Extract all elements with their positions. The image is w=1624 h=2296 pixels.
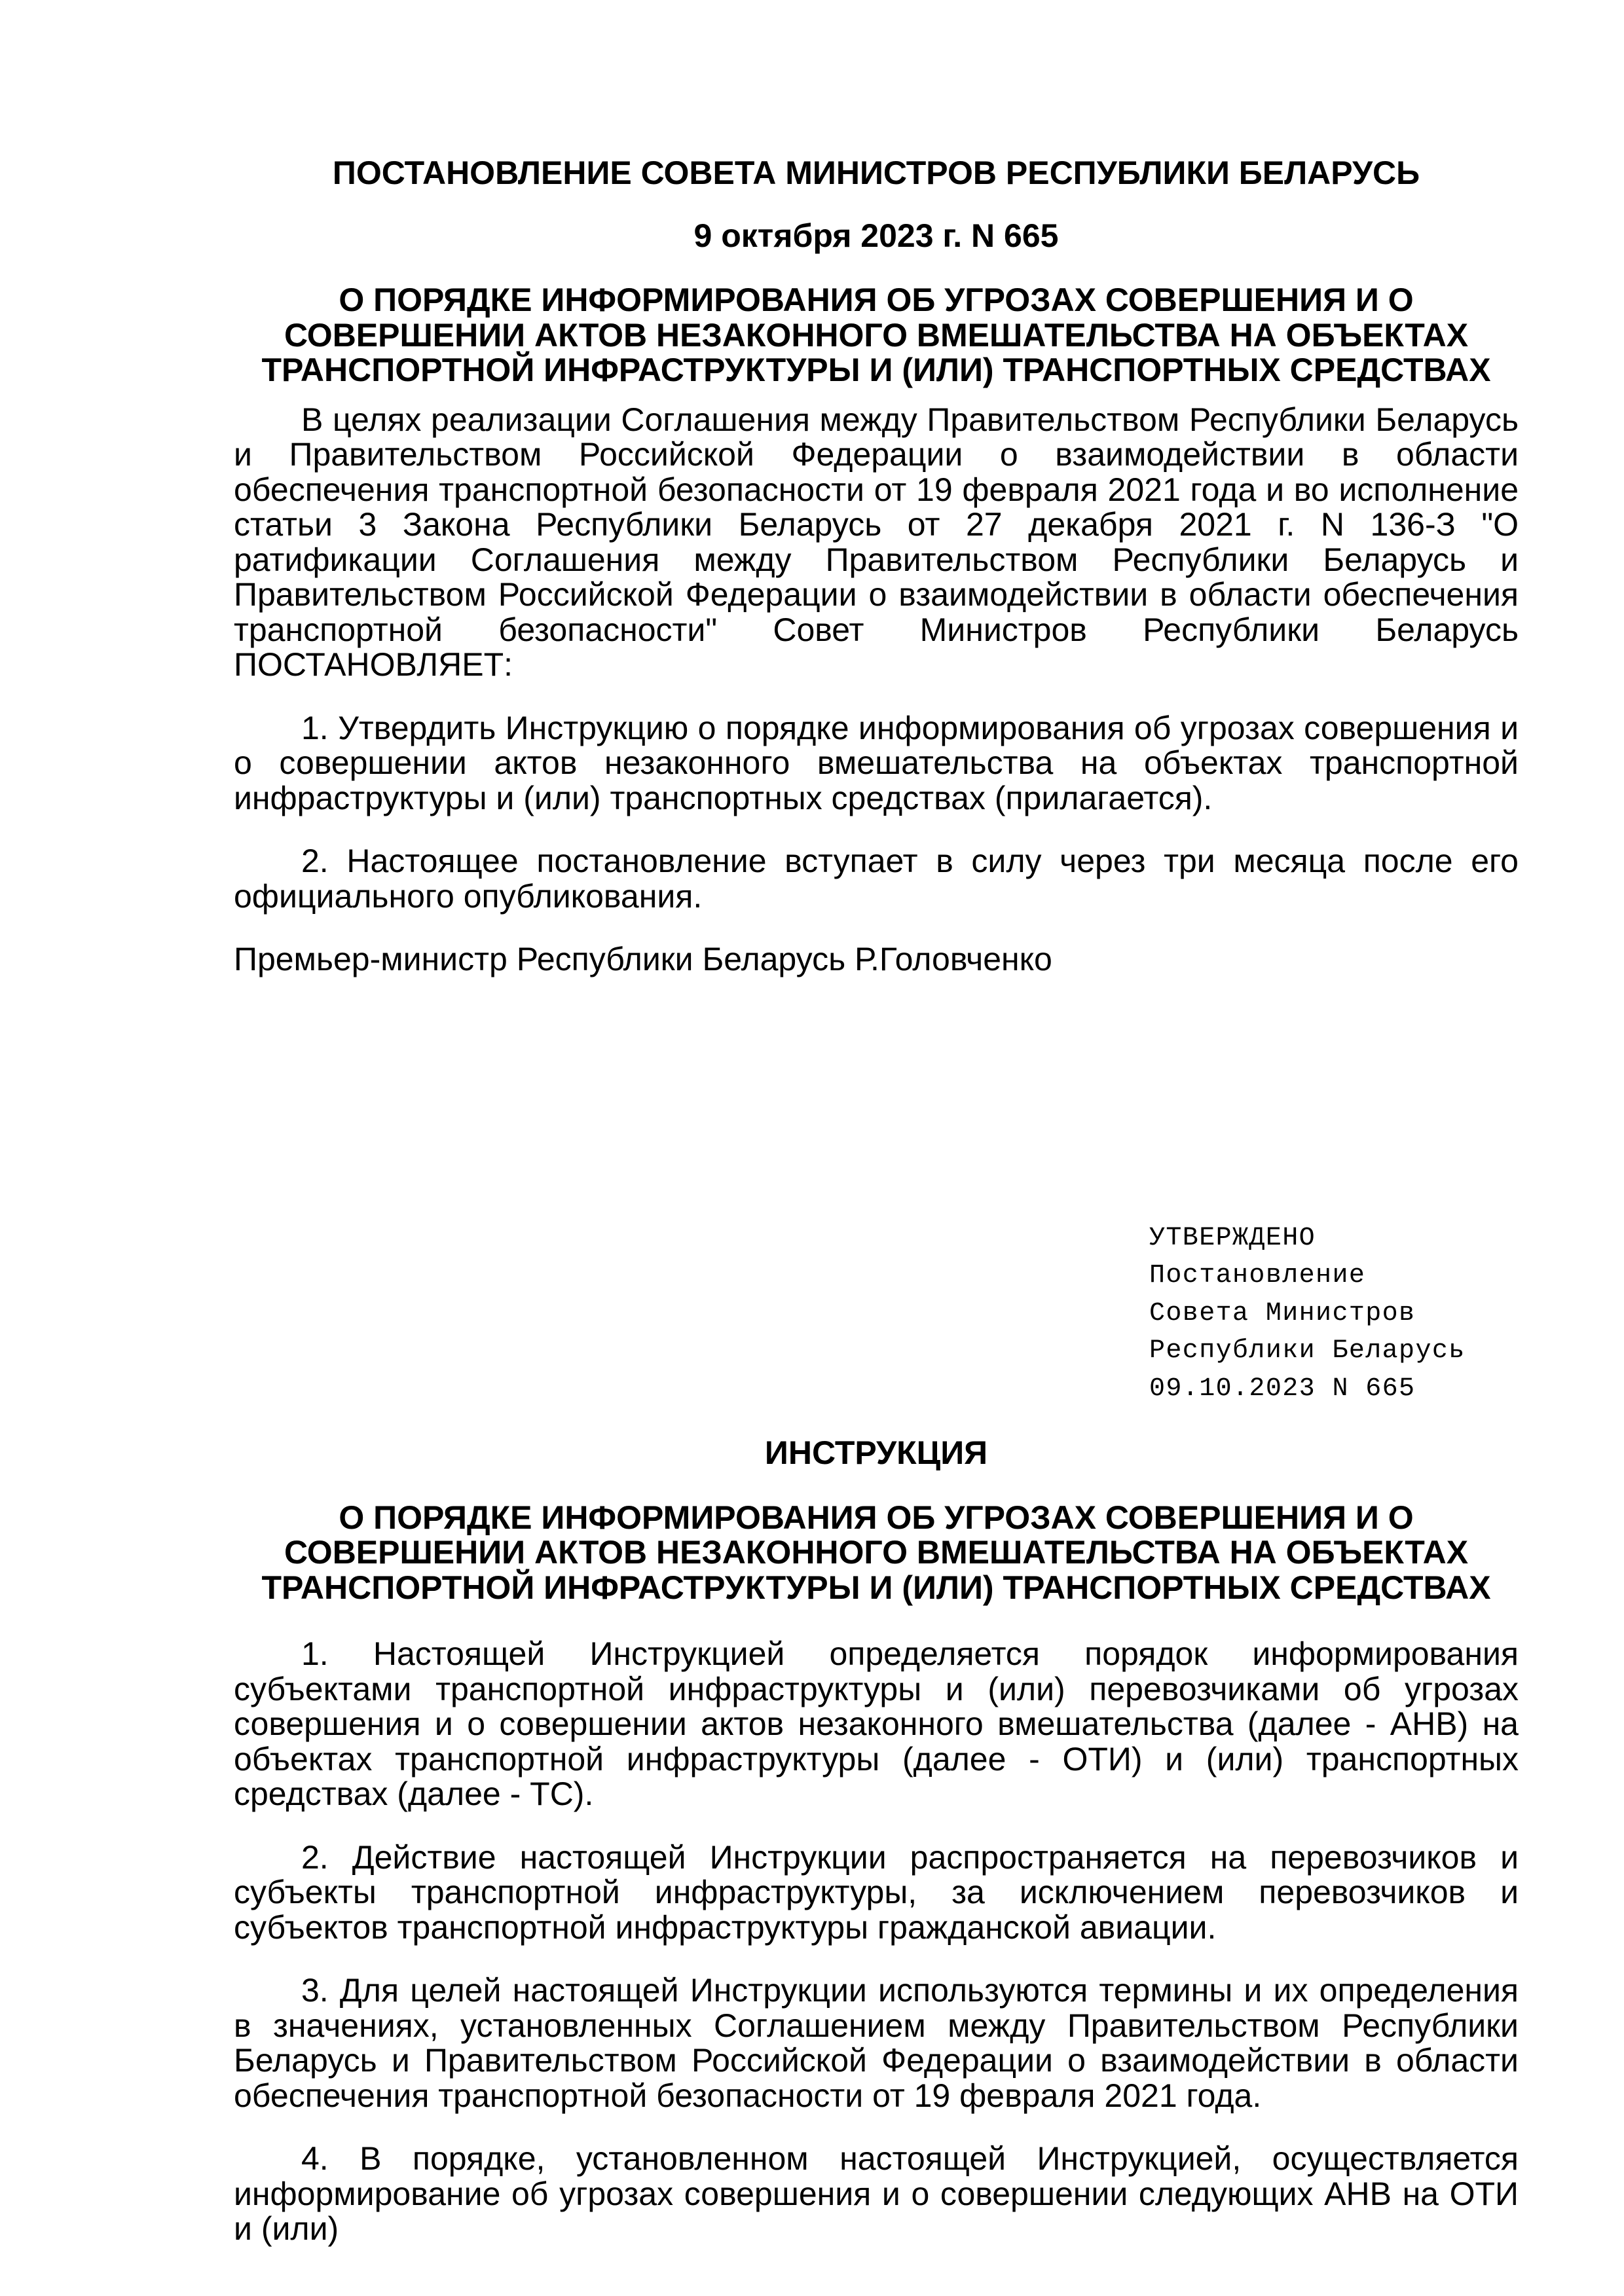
resolution-item-1: 1. Утвердить Инструкцию о порядке информирования об угрозах совершения и о совершении актов незаконного вмешательства на объектах транспортной инфраструктуры и (или) транспортных средствах (прилагается). [234,709,1519,816]
resolution-date: 9 октября 2023 г. N 665 [693,217,1059,254]
instruction-paragraph-3: 3. Для целей настоящей Инструкции используются термины и их определения в значениях, установленных Соглашением между Правительством Республики Беларусь и Правительством Российской Федерации о взаимодействии в области обеспечения транспортной безопасности от 19 февраля 2021 года. [234,1972,1519,2114]
signature-line: Премьер-министр Республики Беларусь Р.Головченко [234,941,1052,977]
approval-stamp-line: Республики Беларусь [1149,1336,1466,1366]
instruction-paragraph-1: 1. Настоящей Инструкцией определяется порядок информирования субъектами транспортной инфраструктуры и (или) перевозчиками об угрозах совершения и о совершении актов незаконного вмешательства (далее - АНВ) на объектах транспортной инфраструктуры (далее - ОТИ) и (или) транспортных средствах (далее - ТС). [234,1635,1519,1812]
approval-stamp-line: 09.10.2023 N 665 [1149,1374,1416,1404]
approval-stamp-line: УТВЕРЖДЕНО [1149,1223,1316,1253]
resolution-subject: О ПОРЯДКЕ ИНФОРМИРОВАНИЯ ОБ УГРОЗАХ СОВЕРШЕНИЯ И О СОВЕРШЕНИИ АКТОВ НЕЗАКОННОГО ВМЕШАТЕЛЬСТВА НА ОБЪЕКТАХ ТРАНСПОРТНОЙ ИНФРАСТРУКТУРЫ И (ИЛИ) ТРАНСПОРТНЫХ СРЕДСТВАХ [261,282,1491,388]
resolution-item-2: 2. Настоящее постановление вступает в силу через три месяца после его официального опубликования. [234,843,1519,915]
approval-stamp [1149,1220,1519,1408]
instruction-subject: О ПОРЯДКЕ ИНФОРМИРОВАНИЯ ОБ УГРОЗАХ СОВЕРШЕНИЯ И О СОВЕРШЕНИИ АКТОВ НЕЗАКОННОГО ВМЕШАТЕЛЬСТВА НА ОБЪЕКТАХ ТРАНСПОРТНОЙ ИНФРАСТРУКТУРЫ И (ИЛИ) ТРАНСПОРТНЫХ СРЕДСТВАХ [261,1499,1491,1606]
resolution-preamble: В целях реализации Соглашения между Правительством Республики Беларусь и Правительством Российской Федерации о взаимодействии в области обеспечения транспортной безопасности от 19 февраля 2021 года и во исполнение статьи 3 Закона Республики Беларусь от 27 декабря 2021 г. N 136-З "О ратификации Соглашения между Правительством Республики Беларусь и Правительством Российской Федерации о взаимодействии в области обеспечения транспортной безопасности" Совет Министров Республики Беларусь ПОСТАНОВЛЯЕТ: [234,401,1519,683]
approval-stamp-line: Совета Министров [1149,1298,1416,1328]
approval-stamp-line: Постановление [1149,1261,1366,1290]
resolution-title: ПОСТАНОВЛЕНИЕ СОВЕТА МИНИСТРОВ РЕСПУБЛИКИ БЕЛАРУСЬ [332,155,1420,191]
instruction-paragraph-2: 2. Действие настоящей Инструкции распространяется на перевозчиков и субъекты транспортной инфраструктуры, за исключением перевозчиков и субъектов транспортной инфраструктуры гражданской авиации. [234,1838,1519,1946]
instruction-paragraph-4: 4. В порядке, установленном настоящей Инструкцией, осуществляется информирование об угрозах совершения и о совершении следующих АНВ на ОТИ и (или) [234,2140,1519,2247]
instruction-title: ИНСТРУКЦИЯ [764,1434,988,1471]
